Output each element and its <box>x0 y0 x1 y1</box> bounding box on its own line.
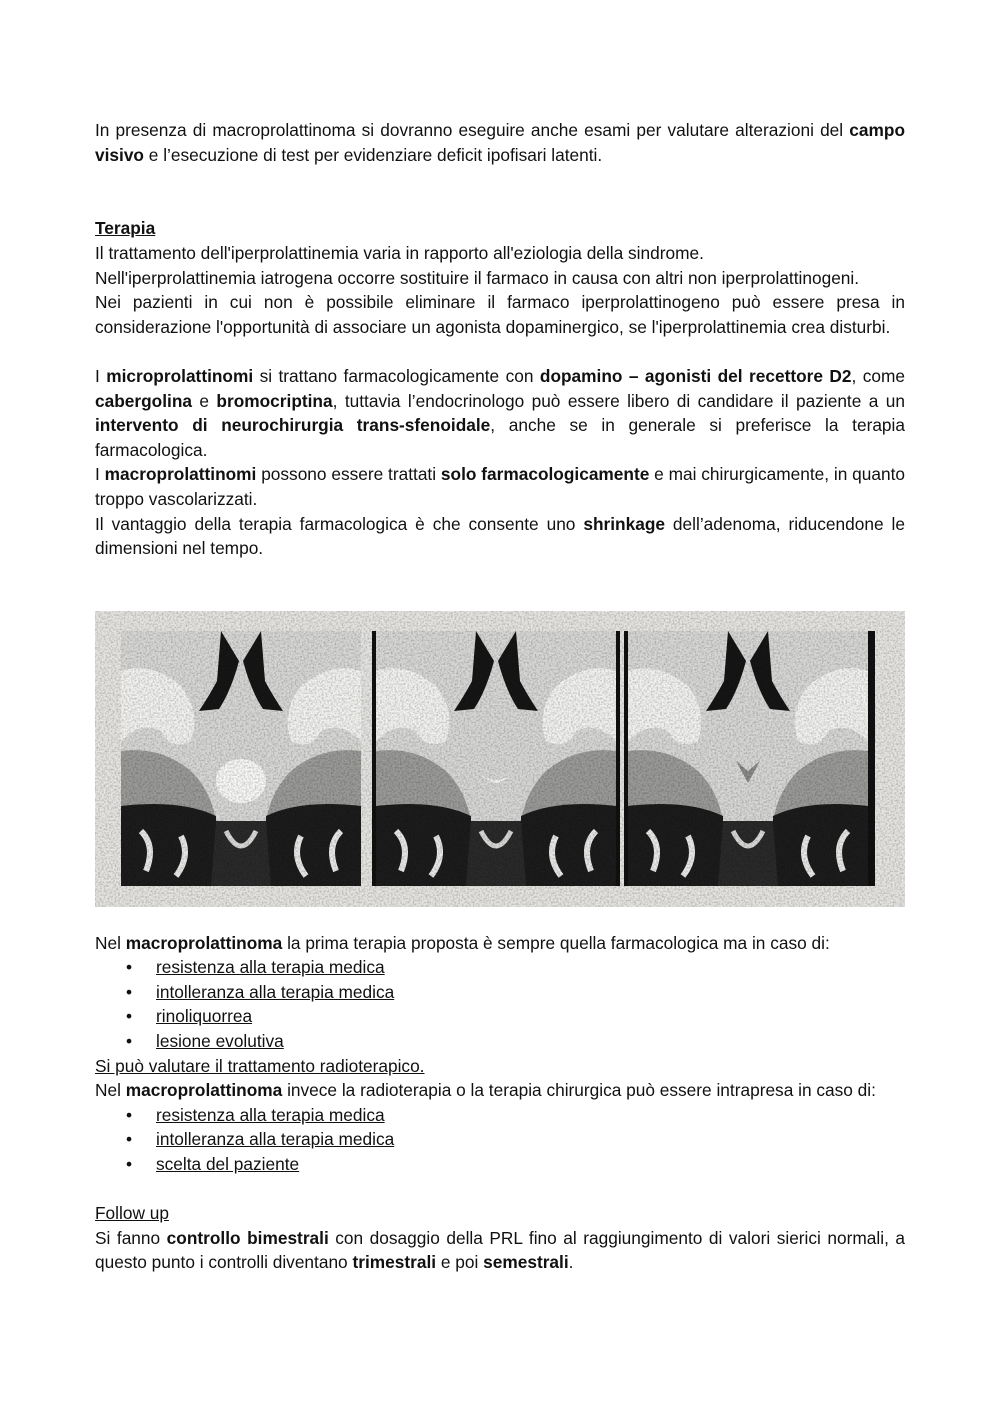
mri-scan-figure <box>95 611 905 907</box>
list-item-text: lesione evolutiva <box>156 1031 284 1052</box>
text: possono essere trattati <box>256 464 441 485</box>
text: Si fanno <box>95 1227 167 1248</box>
list-item-text: resistenza alla terapia medica <box>156 957 385 978</box>
bullet-icon: • <box>126 1154 133 1175</box>
bullet-icon: • <box>126 1031 133 1052</box>
bullet-icon: • <box>126 981 133 1002</box>
radioterapico-line <box>95 1054 905 1079</box>
bullet-icon: • <box>126 1129 133 1150</box>
list-item <box>95 1152 905 1177</box>
bold-term: semestrali <box>483 1252 569 1273</box>
section-heading-terapia <box>95 216 905 241</box>
nel1-paragraph <box>95 931 905 956</box>
terapia-p2: Nell'iperprolattinemia iatrogena occorre sostituire il farmaco in causa con altri non iperprolattinogeni. <box>95 267 860 288</box>
terapia-p3: Nei pazienti in cui non è possibile eliminare il farmaco iperprolattinogeno può essere presa in considerazione l'opportunità di associare un agonista dopaminergico, se l'iperprolattinemia crea disturbi. <box>95 292 905 337</box>
list-item <box>95 980 905 1005</box>
text: . <box>568 1252 574 1273</box>
terapia-p1: Il trattamento dell'iperprolattinemia varia in rapporto all'eziologia della sindrome. <box>95 242 704 263</box>
text: e poi <box>436 1252 484 1273</box>
text: , come <box>851 365 905 386</box>
text: dell’adenoma, riducendone le dimensioni nel tempo. <box>95 513 905 559</box>
list-item <box>95 1103 905 1128</box>
heading-text: Follow up <box>95 1203 169 1224</box>
bullet-list-2 <box>95 1103 905 1177</box>
text: Nel <box>95 932 126 953</box>
bold-term: intervento di neurochirurgia trans-sfenoidale <box>95 415 491 436</box>
bold-term: macroprolattinoma <box>125 1080 283 1101</box>
text: Il vantaggio della terapia farmacologica è che consente uno <box>95 513 584 534</box>
text: invece la radioterapia o la terapia chirurgica può essere intrapresa in caso di: <box>282 1080 876 1101</box>
list-item <box>95 1029 905 1054</box>
bullet-icon: • <box>126 1006 133 1027</box>
bullet-icon: • <box>126 1104 133 1125</box>
micro-paragraph <box>95 364 905 462</box>
macro-paragraph <box>95 462 905 511</box>
text: con dosaggio della PRL fino al raggiungimento di valori sierici normali, a questo punto i controlli diventano <box>95 1227 906 1273</box>
section-heading-follow-up <box>95 1201 905 1226</box>
bold-term: controllo bimestrali <box>166 1227 329 1248</box>
bold-term: cabergolina <box>95 390 192 411</box>
text: I <box>95 464 105 485</box>
list-item <box>95 1127 905 1152</box>
text: I <box>95 365 107 386</box>
list-item-text: rinoliquorrea <box>156 1006 253 1027</box>
heading-text: Terapia <box>95 218 156 239</box>
text: e l’esecuzione di test per evidenziare deficit ipofisari latenti. <box>144 144 603 165</box>
bold-term: solo farmacologicamente <box>440 464 650 485</box>
bold-term: shrinkage <box>583 513 665 534</box>
bold-term: macroprolattinomi <box>104 464 257 485</box>
bold-term: campo visivo <box>95 120 905 165</box>
bold-term: microprolattinomi <box>106 365 254 386</box>
bold-term: macroprolattinoma <box>125 932 283 953</box>
follow-paragraph <box>95 1226 905 1275</box>
list-item-text: intolleranza alla terapia medica <box>156 1129 395 1150</box>
nel2-paragraph <box>95 1078 905 1103</box>
bold-term: bromocriptina <box>216 390 333 411</box>
text: Nel <box>95 1080 126 1101</box>
mri-scan-image <box>95 611 905 907</box>
underlined-text: Si può valutare il trattamento radioterapico. <box>95 1055 425 1076</box>
text: , anche se in generale si preferisce la terapia farmacologica. <box>95 415 905 460</box>
text: e mai chirurgicamente, in quanto troppo vascolarizzati. <box>95 464 906 509</box>
list-item <box>95 1004 905 1029</box>
text: , tuttavia l’endocrinologo può essere libero di candidare il paziente a un <box>332 390 905 411</box>
bullet-icon: • <box>126 957 133 978</box>
text: In presenza di macroprolattinoma si dovranno eseguire anche esami per valutare alterazioni del <box>95 120 850 140</box>
text: e <box>192 390 217 411</box>
text: si trattano farmacologicamente con <box>253 365 540 386</box>
intro-paragraph <box>95 118 905 167</box>
bold-term: dopamino – agonisti del recettore D2 <box>539 365 852 386</box>
list-item-text: scelta del paziente <box>156 1154 300 1175</box>
text: la prima terapia proposta è sempre quella farmacologica ma in caso di: <box>282 932 830 953</box>
vantaggio-paragraph <box>95 512 905 561</box>
bold-term: trimestrali <box>352 1252 437 1273</box>
list-item-text: resistenza alla terapia medica <box>156 1104 385 1125</box>
list-item-text: intolleranza alla terapia medica <box>156 981 395 1002</box>
list-item <box>95 955 905 980</box>
bullet-list-1 <box>95 955 905 1053</box>
